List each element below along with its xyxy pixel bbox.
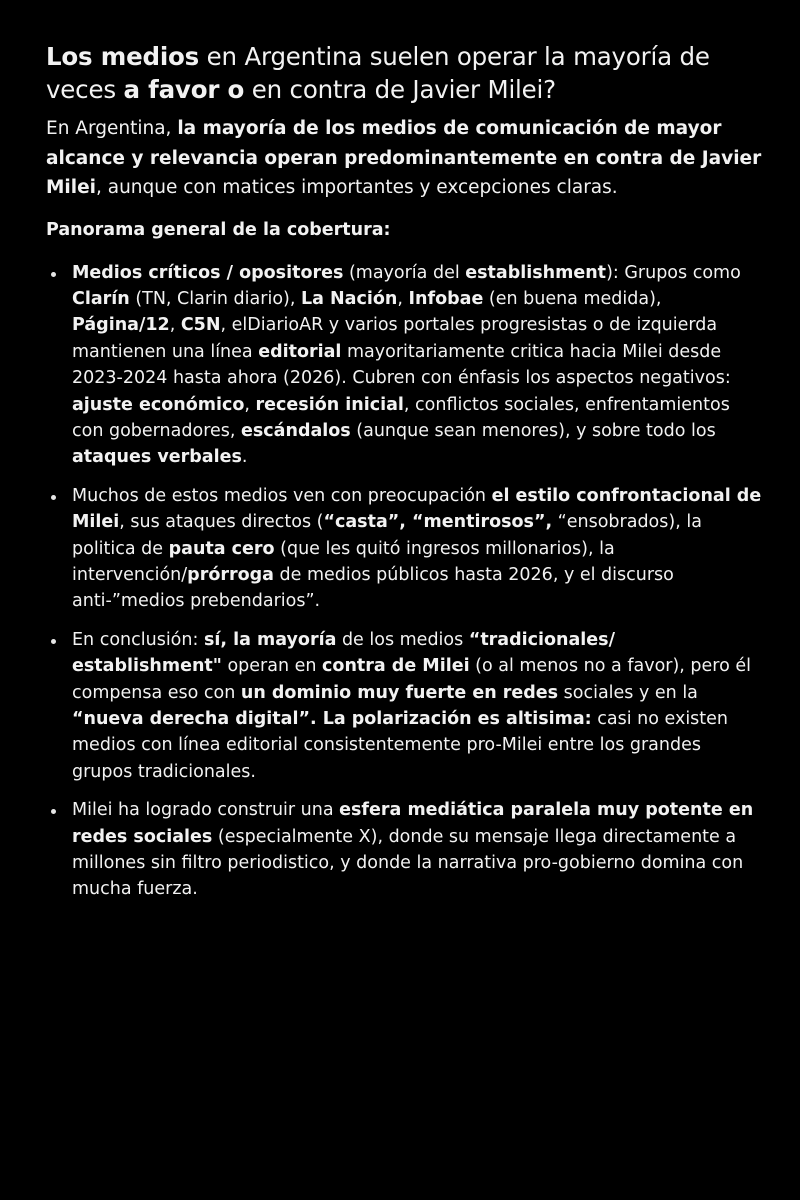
bold-text-run: Los medios [46, 42, 200, 71]
document-title [46, 40, 766, 106]
text-run: , [244, 394, 256, 415]
text-run: mayoritariamente critica hacia Milei desde 2023-2024 hasta ahora (2026). Cubren con énfasis los aspectos negativos: [72, 341, 731, 389]
text-run: , elDiarioAR y varios portales progresistas o de izquierda mantienen una línea [72, 315, 718, 362]
bold-text-run: el estilo confrontacional de Milei [72, 485, 762, 533]
text-run: (especialmente X), donde su mensaje llega directamente a millones sin filtro periodistico, y donde la narrativa pro-gobierno domina con mucha fuerza. [72, 826, 744, 900]
bold-text-run: esfera mediática paralela muy potente en redes sociales [72, 800, 754, 847]
bold-text-run: pauta cero [168, 538, 275, 559]
bold-text-run: ataques verbales [72, 447, 242, 468]
bullet-text [72, 630, 751, 782]
text-run: (que les quitó ingresos millonarios), la intervención/ [72, 538, 615, 585]
text-run: (TN, Clarin diario), [129, 288, 301, 309]
bullet-item [46, 260, 766, 471]
bold-text-run: Infobae [408, 288, 484, 309]
section-heading: Panorama general de la cobertura: [46, 219, 391, 240]
bullet-item [46, 627, 766, 785]
bold-text-run: sí, la mayoría [203, 629, 337, 650]
text-run: , [169, 315, 181, 336]
text-run: en Argentina suelen operar la mayoría de veces [46, 42, 710, 104]
bold-text-run: un dominio muy fuerte en redes [240, 682, 559, 703]
bold-text-run: ajuste económico [72, 394, 245, 415]
text-run: Milei ha logrado construir una [72, 800, 340, 821]
bold-text-run: contra de Milei [322, 656, 470, 677]
bold-text-run: establishment [465, 262, 607, 283]
bullet-dot-icon [51, 639, 56, 644]
bullet-list [46, 260, 766, 903]
text-run: En Argentina, [46, 118, 178, 139]
bullet-dot-icon [51, 809, 56, 814]
text-run: (aunque sean menores), y sobre todo los [350, 420, 716, 441]
text-run: de medios públicos hasta 2026, y el discurso anti-”medios prebendarios”. [72, 564, 674, 612]
text-run: En conclusión: [72, 629, 204, 650]
bold-text-run: La Nación [300, 288, 398, 309]
bold-text-run: “tradicionales/ establishment" [72, 629, 615, 677]
text-run: , [397, 288, 409, 309]
bullet-dot-icon [51, 272, 56, 277]
bullet-text [72, 800, 753, 899]
bold-text-run: escándalos [241, 420, 351, 441]
bold-text-run: recesión inicial [255, 394, 404, 415]
bold-text-run: “casta”, “mentirosos”, [323, 512, 553, 533]
text-run: , aunque con matices importantes y excepciones claras. [95, 177, 618, 198]
bold-text-run: Clarín [72, 288, 130, 309]
text-run: (mayoría del [343, 262, 466, 283]
bold-text-run: a favor o [123, 75, 245, 104]
bullet-item [46, 797, 766, 903]
bullet-item [46, 483, 766, 615]
bold-text-run: Página/12 [72, 315, 170, 336]
intro-paragraph [46, 114, 766, 203]
text-run: casi no existen medios con línea editorial consistentemente pro-Milei entre los grandes grupos tradicionales. [72, 709, 729, 782]
bold-text-run: prórroga [187, 564, 274, 585]
text-run: , sus ataques directos ( [119, 512, 324, 533]
bold-text-run: C5N [180, 315, 221, 336]
bullet-text [72, 263, 741, 468]
text-run: (o al menos no a favor), pero él compensa eso con [72, 656, 752, 703]
text-run: sociales y en la [558, 682, 698, 703]
bullet-dot-icon [51, 495, 56, 500]
bold-text-run: la mayoría de los medios de comunicación de mayor alcance y relevancia operan predominantemente en contra de Javier Milei [46, 118, 762, 198]
text-run: de los medios [336, 629, 469, 650]
bold-text-run: editorial [258, 341, 342, 362]
bold-text-run: “nueva derecha digital”. La polarización es altisima: [72, 709, 592, 729]
text-run: (en buena medida), [483, 288, 662, 309]
text-run: Muchos de estos medios ven con preocupación [72, 485, 492, 506]
text-run: “ensobrados), la politica de [72, 512, 702, 559]
text-run: operan en [221, 656, 323, 677]
text-run: . [241, 447, 248, 468]
bullet-text [72, 486, 761, 612]
text-run: ): Grupos como [606, 262, 741, 283]
bold-text-run: Medios críticos / opositores [72, 262, 344, 283]
text-run: en contra de Javier Milei? [244, 75, 556, 104]
text-run: , conflictos sociales, enfrentamientos con gobernadores, [72, 394, 730, 441]
